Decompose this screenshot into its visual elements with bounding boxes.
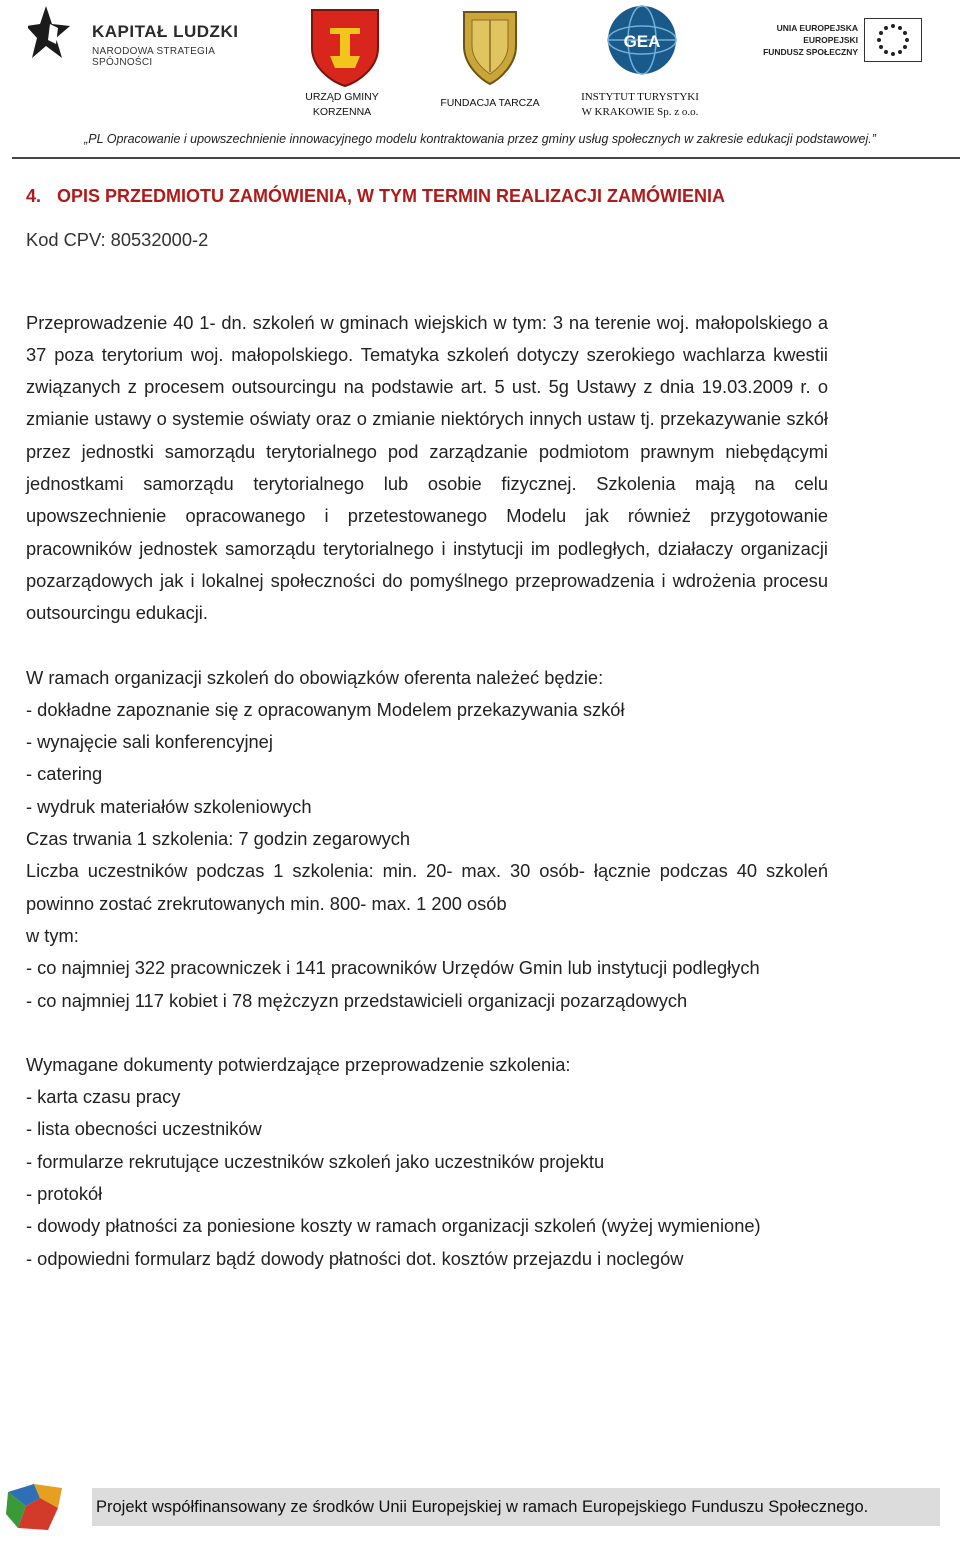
- gea-globe-icon: [604, 2, 680, 78]
- caption-korzenna: KORZENNA: [312, 106, 372, 118]
- korzenna-crest-icon: [300, 6, 390, 88]
- including-label: w tym:: [26, 924, 79, 946]
- document-body: [26, 172, 828, 1275]
- obligations-intro: W ramach organizacji szkoleń do obowiązków oferenta należeć będzie:: [26, 666, 604, 688]
- eu-flag-icon: [864, 18, 922, 62]
- obligation-item: - wydruk materiałów szkoleniowych: [26, 795, 312, 817]
- document-item: - lista obecności uczestników: [26, 1118, 262, 1140]
- section-heading: [26, 180, 828, 212]
- cpv-code: Kod CPV: 80532000-2: [26, 229, 209, 251]
- eu-line-2: EUROPEJSKI: [803, 35, 858, 45]
- obligation-item: - wynajęcie sali konferencyjnej: [26, 731, 273, 753]
- section-title: OPIS PRZEDMIOTU ZAMÓWIENIA, W TYM TERMIN REALIZACJI ZAMÓWIENIA: [57, 186, 725, 206]
- eu-logo: [760, 18, 930, 68]
- kapital-ludzki-logo: [28, 4, 278, 74]
- main-paragraph: Przeprowadzenie 40 1- dn. szkoleń w gminach wiejskich w tym: 3 na terenie woj. małopolskiego a 37 poza terytorium woj. małopolskiego. Tematyka szkoleń dotyczy szerokiego wachlarza kwestii związanych z procesem outsourcingu na podstawie art. 5 ust. 5g Ustawy z dnia 19.03.2009 r. o zmianie ustawy o systemie oświaty oraz o zmianie niektórych innych ustaw tj. przekazywanie szkół przez jednostki samorządu terytorialnego pod zarządzanie podmiotom prawnym niebędącymi jednostkami samorządu terytorialnego lub osobie fizycznej. Szkolenia mają na celu upowszechnienie opracowanego i przetestowanego Modelu jak również przygotowanie pracowników jednostek samorządu terytorialnego i instytucji im podległych, działaczy organizacji pozarządowych jak i lokalnej społeczności do pomyślnego przeprowadzenia i wdrożenia procesu outsourcingu edukacji.: [26, 311, 828, 624]
- document-header: [0, 0, 960, 160]
- obligations-block: [26, 662, 828, 1017]
- document-item: - formularze rekrutujące uczestników szkoleń jako uczestników projektu: [26, 1150, 605, 1172]
- caption-krakow: W KRAKOWIE Sp. z o.o.: [581, 106, 699, 118]
- kapital-ludzki-star-icon: [28, 4, 88, 74]
- participants-detail: - co najmniej 117 kobiet i 78 mężczyzn przedstawicieli organizacji pozarządowych: [26, 989, 688, 1011]
- documents-block: [26, 1049, 828, 1275]
- header-divider: [12, 157, 960, 159]
- caption-instytut: INSTYTUT TURYSTYKI: [581, 91, 699, 103]
- project-title: „PL Opracowanie i upowszechnienie innowacyjnego modelu kontraktowania przez gminy usług społecznych w zakresie edukacji podstawowej.”: [84, 132, 876, 146]
- participants-detail: - co najmniej 322 pracowniczek i 141 pracowników Urzędów Gmin lub instytucji podległych: [26, 957, 760, 979]
- eu-line-3: FUNDUSZ SPOŁECZNY: [763, 47, 858, 57]
- eu-line-1: UNIA EUROPEJSKA: [776, 23, 858, 33]
- gea-label: GEA: [623, 32, 661, 51]
- document-item: - dowody płatności za poniesione koszty w ramach organizacji szkoleń (wyżej wymienione): [26, 1215, 761, 1237]
- caption-urzad-gminy: URZĄD GMINY: [305, 91, 379, 103]
- document-item: - odpowiedni formularz bądź dowody płatności dot. kosztów przejazdu i noclegów: [26, 1247, 684, 1269]
- footer-text: Projekt współfinansowany ze środków Unii Europejskiej w ramach Europejskiego Funduszu Społecznego.: [96, 1498, 869, 1516]
- obligation-item: - catering: [26, 763, 103, 785]
- puzzle-logo-icon: [4, 1478, 68, 1536]
- section-number: 4.: [26, 186, 42, 206]
- document-item: - karta czasu pracy: [26, 1086, 181, 1108]
- training-duration: Czas trwania 1 szkolenia: 7 godzin zegarowych: [26, 828, 411, 850]
- caption-fundacja-tarcza: FUNDACJA TARCZA: [440, 97, 540, 109]
- obligation-item: - dokładne zapoznanie się z opracowanym Modelem przekazywania szkół: [26, 698, 625, 720]
- kapital-ludzki-title: KAPITAŁ LUDZKI: [92, 22, 239, 41]
- participants-count: Liczba uczestników podczas 1 szkolenia: min. 20- max. 30 osób- łącznie podczas 40 szkoleń powinno zostać zrekrutowanych min. 800- max. 1 200 osób: [26, 860, 828, 914]
- tarcza-crest-icon: [458, 6, 522, 86]
- document-item: - protokół: [26, 1183, 103, 1205]
- kapital-ludzki-subtitle: NARODOWA STRATEGIA SPÓJNOŚCI: [92, 46, 215, 68]
- documents-intro: Wymagane dokumenty potwierdzające przeprowadzenie szkolenia:: [26, 1053, 571, 1075]
- document-footer: [0, 1470, 960, 1547]
